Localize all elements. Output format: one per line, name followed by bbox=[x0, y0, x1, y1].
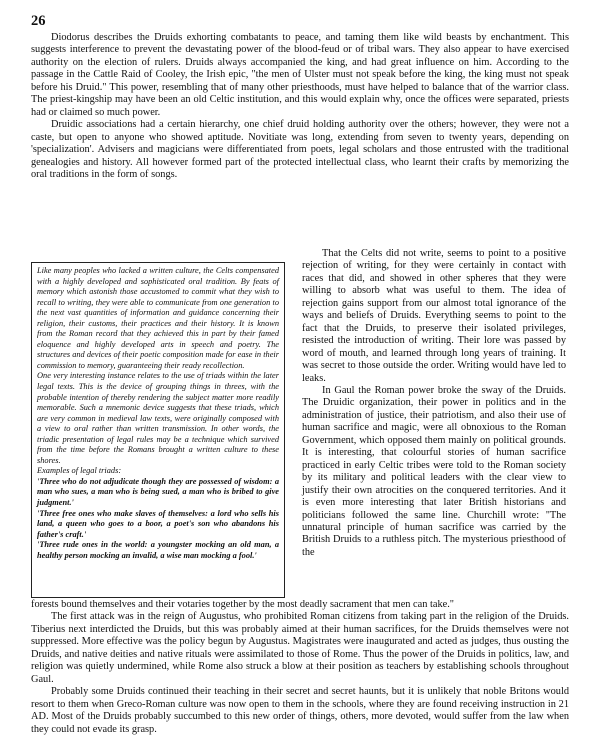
sidebar-paragraph: One very interesting instance relates to the use of triads within the later legal texts. This is the device of grouping things in threes, with the probable intention of thereby rendering the subject matter more readily memorable. Such a mnemonic device suggests that these triads, which are very common in medieval law texts, were originally composed with a view to oral rather than written transmission. In other words, the triadic presentation of legal rules may be a technique which survived from the time before the Romans brought a written culture to these shores. bbox=[37, 371, 279, 465]
sidebar-examples-heading: Examples of legal triads: bbox=[37, 466, 122, 476]
intro-section bbox=[31, 32, 569, 181]
paragraph-probably-druids: Probably some Druids continued their teaching in their secret and secret haunts, but it is unlikely that noble Britons would resort to them when Greco-Roman culture was now open to them in the schools, where they are found receiving instruction in 21 AD. Most of the Druids probably succumbed to this new order of things, others, more devoted, would suffer from the law when they could not evade its grasp. bbox=[31, 686, 569, 735]
sidebar-box bbox=[31, 262, 285, 598]
right-column bbox=[302, 248, 566, 559]
sidebar-paragraph: Like many peoples who lacked a written culture, the Celts compensated with a highly developed and sophisticated oral tradition. By feats of memory which astonish those accustomed to commit what they wish to recall to writing, they were able to communicate from one generation to the next vast quantities of information and guidance concerning their religion, their customs, their practices and their history. It is known from the Roman record that they achieved this in part by their famed eloquence and highly developed arts in speech and poetry. The structures and devices of their poetic composition made for ease in their commission to memory, guaranteeing their ready recollection. bbox=[37, 266, 279, 370]
legal-triad: 'Three who do not adjudicate though they are possessed of wisdom: a man who sues, a man who is being sued, a man who is bribed to give judgment.' bbox=[37, 476, 279, 508]
paragraph-celts-writing: That the Celts did not write, seems to point to a positive rejection of writing, for they were certainly in contact with races that did, and showed in other spheres that they were willing to absorb what was useful to them. The idea of rejection gains support from our almost total ignorance of the ways and beliefs of Druids. Everything seems to point to the fact that the Druids, to preserve their isolated privileges, resisted the introduction of writing. Their lore was passed by word of mouth, and learned through long years of training. It was secret to those outside the order. Writing would have led to leaks. bbox=[302, 248, 566, 384]
paragraph-gaul-roman: In Gaul the Roman power broke the sway of the Druids. The Druidic organization, their power in politics and in the administration of justice, their patriotism, and also their use of human sacrifice and magic, were all obnoxious to the Roman Government, which opposed them mainly on political grounds. It is interesting, that colourful stories of human sacrifice practiced in early Celtic tribes were told to the Roman society by its military and political leaders with the clear view to justify their own atrocities on the conquered territories. And it is even more interesting that later British historians and politicians followed the same line. Churchill wrote: "The unnatural principle of human sacrifice was carried by the British Druids to a ruthless pitch. The mysterious priesthood of the bbox=[302, 384, 566, 558]
paragraph-druidic-associations: Druidic associations had a certain hierarchy, one chief druid holding authority over the others; however, they were not a caste, but open to anyone who showed aptitude. Novitiate was long, extending from seven to twenty years, depending on 'specialization'. Advisers and magicians were differentiated from poets, legal scholars and those entrusted with the traditional genealogies and history. All however formed part of the protected intellectual class, who learnt their crafts by memorizing the oral traditions in the form of songs. bbox=[31, 119, 569, 180]
paragraph-continuation: forests bound themselves and their votaries together by the most deadly sacrament that men can take." bbox=[31, 599, 455, 610]
legal-triad: 'Three rude ones in the world: a youngster mocking an old man, a healthy person mocking an invalid, a wise man mocking a fool.' bbox=[37, 540, 279, 560]
page-number: 26 bbox=[31, 13, 46, 29]
paragraph-diodorus: Diodorus describes the Druids exhorting combatants to peace, and taming them like wild beasts by enchantment. This suggests interference to prevent the devastating power of the blood-feud or of tribal wars. They also appear to have exercised authority on the election of rulers. Druids always accompanied the king, and had great influence on him. According to the passage in the Cattle Raid of Cooley, the Irish epic, "the men of Ulster must not speak before the king, the king must not speak before his Druid." This power, resembling that of many other priesthoods, must have helped to balance that of the warrior class. The priest-kingship may have been an old Celtic institution, and this would explain why, once the offices were separated, priests had or claimed so much power. bbox=[31, 32, 569, 118]
paragraph-first-attack: The first attack was in the reign of Augustus, who prohibited Roman citizens from taking part in the religion of the Druids. Tiberius next interdicted the Druids, but this was probably aimed at their human sacrifices, for the Druids themselves were not suppressed. More effective was the policy begun by Augustus. Magistrates were inaugurated and acted as judges, thus ousting the Druids, and native deities and native rituals were assimilated to those of Rome. Thus the power of the Druids in politics, law, and religion was quietly undermined, while Rome also struck a blow at their position as teachers by establishing schools throughout Gaul. bbox=[31, 611, 569, 685]
closing-section bbox=[31, 599, 569, 736]
legal-triad: 'Three free ones who make slaves of themselves: a lord who sells his land, a queen who goes to a boor, a poet's son who abandons his father's craft.' bbox=[37, 508, 279, 539]
